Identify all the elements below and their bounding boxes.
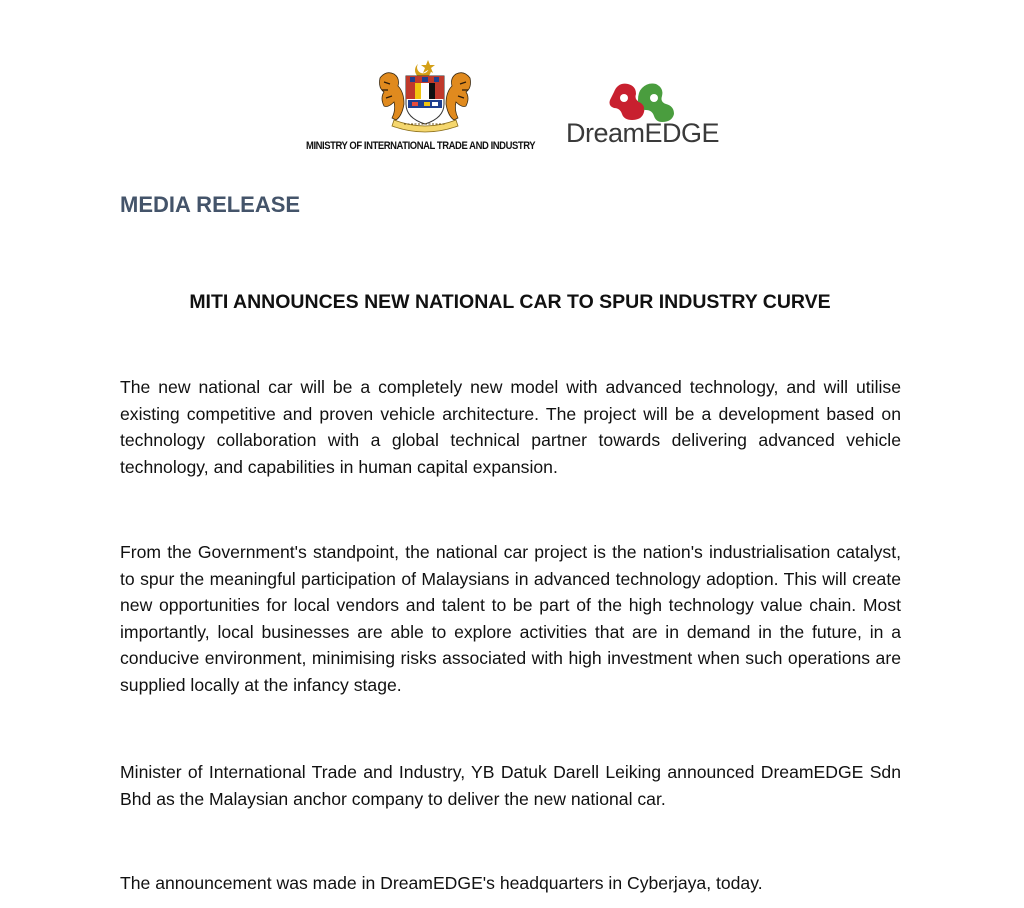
dreamedge-wordmark: DreamEDGE (566, 118, 720, 148)
body-paragraph: Minister of International Trade and Industry, YB Datuk Darell Leiking announced DreamEDGE Sdn Bhd as the Malaysian anchor company to deliver the new national car. (120, 762, 901, 809)
body-paragraph: The announcement was made in DreamEDGE's headquarters in Cyberjaya, today. (120, 873, 763, 893)
ministry-label: MINISTRY OF INTERNATIONAL TRADE AND INDUSTRY (306, 140, 536, 152)
header-logos (0, 0, 1024, 165)
malaysia-coat-of-arms-icon (372, 58, 478, 136)
media-release-label: MEDIA RELEASE (120, 192, 301, 217)
body-paragraph: From the Government's standpoint, the national car project is the nation's industrialisation catalyst, to spur the meaningful participation of Malaysians in advanced technology adoption. This will create new opportunities for local vendors and talent to be part of the high technology value chain. Most importantly, local businesses are able to explore activities that are in demand in the future, in a conducive environment, minimising risks associated with high investment when such operations are supplied locally at the infancy stage. (120, 542, 901, 695)
body-paragraph: The new national car will be a completely new model with advanced technology, and will utilise existing competitive and proven vehicle architecture. The project will be a development based on technology collaboration with a global technical partner towards delivering advanced vehicle technology, and capabilities in human capital expansion. (120, 377, 901, 477)
headline: MITI ANNOUNCES NEW NATIONAL CAR TO SPUR INDUSTRY CURVE (189, 291, 831, 313)
